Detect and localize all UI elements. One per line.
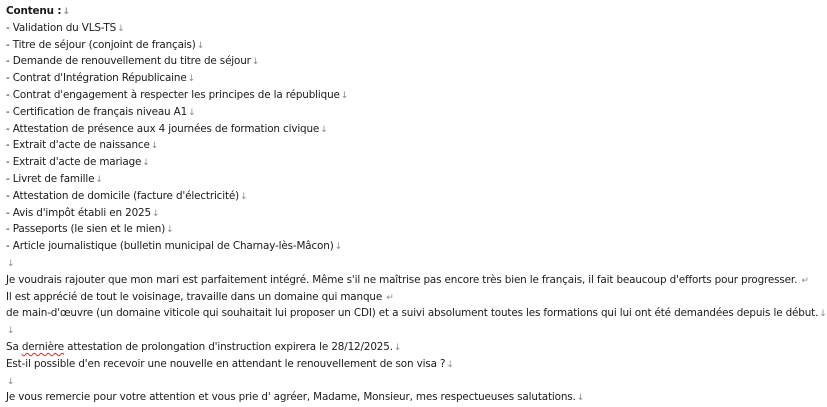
list-item-text: - Article journalistique (bulletin municipal de Charnay-lès-Mâcon) — [6, 240, 334, 253]
list-item-text: - Contrat d'Intégration Républicaine — [6, 72, 187, 85]
text-line — [6, 339, 796, 356]
paragraph-mark: ↓ — [7, 376, 15, 387]
list-item — [6, 205, 796, 222]
empty-paragraph — [6, 322, 796, 339]
paragraph-mark: ↓ — [446, 359, 454, 370]
paragraph-mark: ↓ — [142, 158, 150, 169]
document-list — [6, 20, 796, 255]
paragraph-mark: ↓ — [7, 258, 15, 269]
paragraph-mark: ↓ — [240, 191, 248, 202]
list-item — [6, 70, 796, 87]
list-item-text: - Certification de français niveau A1 — [6, 105, 188, 118]
text-line-content: de main-d'œuvre (un domaine viticole qui souhaitait lui proposer un CDI) et a suivi absolument toutes les formations qui lui ont été demandées depuis le début. — [6, 307, 819, 320]
text-fragment: attestation de prolongation d'instruction expirera le 28/12/2025. — [64, 340, 393, 353]
document-body[interactable] — [6, 3, 827, 406]
paragraph-mark: ↓ — [251, 57, 260, 68]
list-item — [6, 188, 796, 205]
paragraph-mark: ↓ — [151, 208, 160, 219]
list-item-text: - Livret de famille — [6, 172, 95, 185]
text-line — [6, 305, 827, 322]
paragraph-attestation — [6, 339, 796, 373]
list-item-text: - Titre de séjour (conjoint de français) — [6, 38, 196, 51]
list-item-text: - Attestation de domicile (facture d'électricité) — [6, 189, 240, 202]
list-item-text: - Validation du VLS-TS — [6, 21, 117, 34]
list-item-text: - Passeports (le sien et le mien) — [6, 223, 166, 236]
paragraph-mark: ↓ — [340, 90, 349, 101]
list-item — [6, 37, 796, 54]
section-title-text: Contenu : — [6, 5, 62, 17]
list-item — [6, 104, 796, 121]
line-break-mark: ↵ — [801, 275, 809, 286]
list-item — [6, 20, 796, 37]
list-item — [6, 53, 796, 70]
section-title — [6, 3, 796, 20]
list-item — [6, 137, 796, 154]
list-item — [6, 238, 796, 255]
paragraph-mark: ↓ — [187, 74, 195, 85]
paragraph-mark: ↓ — [196, 40, 205, 51]
paragraph-mark: ↓ — [320, 124, 328, 135]
list-item-text: - Attestation de présence aux 4 journées de formation civique — [6, 122, 320, 135]
list-item — [6, 87, 796, 104]
text-line-content: Est-il possible d'en recevoir une nouvelle en attendant le renouvellement de son visa ? — [6, 357, 446, 370]
list-item — [6, 121, 796, 138]
text-line — [6, 272, 809, 289]
paragraph-mark: ↓ — [334, 242, 343, 253]
closing-line — [6, 389, 796, 406]
closing-text: Je vous remercie pour votre attention et vous prie d' agréer, Madame, Monsieur, mes respectueuses salutations. — [6, 391, 576, 404]
paragraph-mark: ↓ — [150, 141, 159, 152]
text-line-content: Il est apprécié de tout le voisinage, travaille dans un domaine qui manque — [6, 290, 383, 303]
list-item-text: - Extrait d'acte de naissance — [6, 139, 150, 152]
empty-paragraph — [6, 255, 796, 272]
list-item — [6, 221, 796, 238]
paragraph-mark: ↓ — [95, 174, 103, 185]
line-break-mark: ↵ — [386, 292, 394, 303]
paragraph-mark: ↓ — [62, 7, 70, 17]
text-line-content: Je voudrais rajouter que mon mari est parfaitement intégré. Même s'il ne maîtrise pas encore très bien le français, il fait beaucoup d'efforts pour progresser. — [6, 273, 798, 286]
text-fragment: Sa — [6, 340, 22, 353]
paragraph-mark: ↓ — [819, 309, 827, 320]
paragraph-mark: ↓ — [166, 225, 174, 236]
spellcheck-flagged-word[interactable]: dernière — [21, 340, 65, 353]
text-line — [6, 356, 796, 373]
paragraph-mark: ↓ — [393, 342, 402, 353]
text-line — [6, 289, 796, 306]
paragraph-integration — [6, 272, 827, 322]
paragraph-mark: ↓ — [7, 326, 15, 337]
list-item-text: - Extrait d'acte de mariage — [6, 156, 142, 169]
list-item — [6, 154, 796, 171]
list-item-text: - Demande de renouvellement du titre de séjour — [6, 55, 251, 68]
list-item — [6, 171, 796, 188]
paragraph-mark: ↓ — [117, 23, 125, 34]
list-item-text: - Avis d'impôt établi en 2025 — [6, 206, 151, 219]
paragraph-mark: ↓ — [576, 393, 585, 404]
empty-paragraph — [6, 373, 796, 390]
paragraph-mark: ↓ — [188, 107, 196, 118]
list-item-text: - Contrat d'engagement à respecter les principes de la république — [6, 88, 340, 101]
